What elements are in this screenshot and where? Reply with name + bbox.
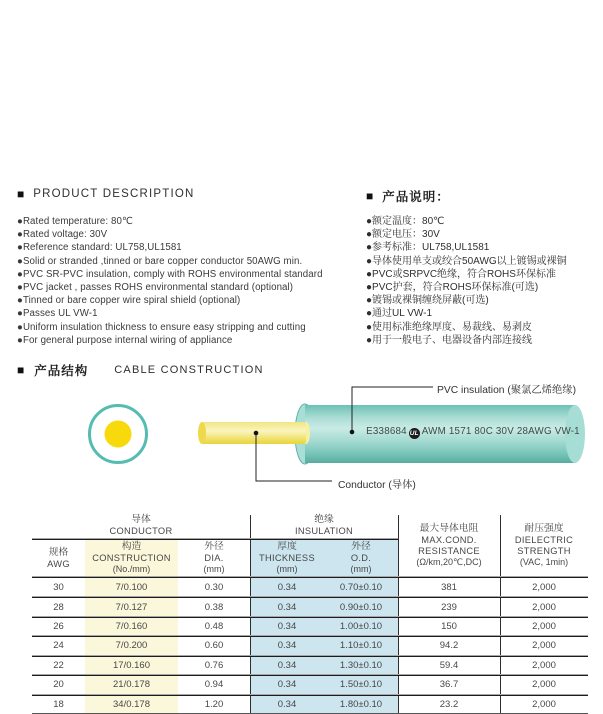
table-row bbox=[32, 675, 588, 694]
table-cell: 2,000 bbox=[532, 582, 556, 594]
cable-construction-title-en: CABLE CONSTRUCTION bbox=[114, 364, 264, 376]
bullet-item: ●Reference standard: UL758,UL1581 bbox=[17, 242, 182, 254]
table-cell: 7/0.160 bbox=[115, 621, 148, 633]
table-cell: 0.60 bbox=[204, 640, 224, 652]
column-label: DIA. bbox=[204, 553, 224, 564]
column-label: RESISTANCE bbox=[418, 546, 480, 556]
table-cell: 22 bbox=[53, 659, 64, 671]
product-description-header-zh bbox=[366, 187, 450, 205]
bullet-item: ●Solid or stranded ,tinned or bare copper conductor 50AWG min. bbox=[17, 255, 303, 267]
table-cell: 59.4 bbox=[439, 659, 459, 671]
table-cell: 1.80±0.10 bbox=[339, 698, 383, 710]
column-unit: (VAC, 1min) bbox=[519, 556, 569, 567]
product-description-list-en bbox=[17, 215, 365, 347]
table-cell: 0.34 bbox=[277, 582, 297, 594]
conductor-label: Conductor (导体) bbox=[338, 480, 416, 491]
column-label: O.D. bbox=[350, 553, 372, 564]
bullet-item: ●Rated temperature: 80℃ bbox=[17, 216, 133, 227]
bullet-item: ●Rated voltage: 30V bbox=[17, 229, 108, 241]
table-header-dielectric bbox=[500, 515, 588, 577]
cable-print-suffix: AWM 1571 80C 30V 28AWG VW-1 bbox=[421, 426, 580, 437]
section-marker-icon: ■ bbox=[17, 363, 25, 377]
table-cell: 0.34 bbox=[277, 621, 297, 633]
table-cell: 0.34 bbox=[277, 601, 297, 613]
bullet-item: ●额定温度：80℃ bbox=[366, 216, 445, 227]
table-cell: 7/0.127 bbox=[115, 601, 148, 613]
table-cell: 0.76 bbox=[204, 659, 224, 671]
table-header-thickness bbox=[250, 540, 324, 577]
bullet-item: ●Passes UL VW-1 bbox=[17, 308, 98, 320]
column-label: THICKNESS bbox=[259, 553, 315, 564]
table-cell: 21/0.178 bbox=[113, 679, 150, 691]
table-cell: 94.2 bbox=[439, 640, 459, 652]
table-cell: 381 bbox=[441, 582, 457, 594]
table-cell: 150 bbox=[441, 621, 457, 633]
table-cell: 28 bbox=[53, 601, 64, 613]
table-cell: 24 bbox=[53, 640, 64, 652]
bullet-item: ●Tinned or bare copper wire spiral shield (optional) bbox=[17, 295, 241, 307]
table-cell: 1.50±0.10 bbox=[339, 679, 383, 691]
bullet-item: ●使用标准绝缘厚度、易裁线、易剥皮 bbox=[366, 321, 533, 333]
cable-construction-title-zh: 产品结构 bbox=[34, 364, 89, 378]
table-cell: 0.38 bbox=[204, 601, 224, 613]
table-header-dia bbox=[178, 540, 250, 577]
table-group-conductor bbox=[32, 513, 250, 539]
ul-mark-icon: UL bbox=[409, 430, 419, 437]
table-row bbox=[32, 578, 588, 597]
table-cell: 2,000 bbox=[532, 601, 556, 613]
table-header-resistance bbox=[398, 515, 500, 577]
table-header-awg bbox=[32, 540, 85, 577]
cable-print-text bbox=[356, 426, 590, 439]
table-cell: 1.10±0.10 bbox=[339, 640, 383, 652]
table-cell: 239 bbox=[441, 601, 457, 613]
insulation-label: PVC insulation (聚氯乙烯绝缘) bbox=[437, 385, 577, 396]
table-cell: 1.30±0.10 bbox=[339, 659, 383, 671]
product-description-header bbox=[17, 188, 195, 200]
section-marker-icon: ■ bbox=[366, 189, 374, 203]
cross-section-conductor-core bbox=[105, 421, 132, 448]
table-cell: 30 bbox=[53, 582, 64, 594]
table-row bbox=[32, 695, 588, 714]
insulation-leader-dot bbox=[350, 430, 355, 435]
table-cell: 7/0.100 bbox=[115, 582, 148, 594]
bullet-item: ●镀锡或裸铜缠绕屏蔽(可选) bbox=[366, 295, 489, 307]
table-header-construction bbox=[85, 540, 178, 577]
table-header-od bbox=[324, 540, 398, 577]
table-cell: 0.34 bbox=[277, 640, 297, 652]
column-label: 构造 bbox=[121, 541, 142, 553]
table-cell: 0.34 bbox=[277, 679, 297, 691]
bullet-item: ●通过UL VW-1 bbox=[366, 308, 433, 320]
cable-conductor-rod bbox=[200, 422, 306, 444]
table-cell: 2,000 bbox=[532, 640, 556, 652]
column-label: CONSTRUCTION bbox=[92, 553, 171, 564]
bullet-item: ●PVC护套，符合ROHS环保标准(可选) bbox=[366, 282, 539, 294]
bullet-item: ●用于一般电子、电器设备内部连接线 bbox=[366, 334, 533, 346]
bullet-item: ●导体使用单支或绞合50AWG以上镀锡或裸铜 bbox=[366, 255, 567, 267]
column-unit: (mm) bbox=[276, 563, 298, 574]
table-body bbox=[32, 578, 588, 714]
column-unit: (mm) bbox=[350, 563, 372, 574]
table-cell: 7/0.200 bbox=[115, 640, 148, 652]
section-marker-icon: ■ bbox=[17, 187, 25, 201]
conductor-leader-dot bbox=[254, 431, 259, 436]
table-cell: 2,000 bbox=[532, 659, 556, 671]
group-label: 绝缘 bbox=[314, 514, 334, 526]
table-cell: 36.7 bbox=[439, 679, 459, 691]
table-cell: 0.48 bbox=[204, 621, 224, 633]
table-cell: 0.90±0.10 bbox=[339, 601, 383, 613]
table-cell: 20 bbox=[53, 679, 64, 691]
table-rule bbox=[32, 538, 398, 540]
table-group-insulation bbox=[250, 513, 398, 539]
table-cell: 1.00±0.10 bbox=[339, 621, 383, 633]
table-row bbox=[32, 597, 588, 616]
group-label: CONDUCTOR bbox=[109, 526, 173, 536]
table-row bbox=[32, 617, 588, 636]
group-label: 导体 bbox=[131, 514, 151, 526]
column-label: AWG bbox=[47, 558, 70, 569]
column-label: MAX.COND. bbox=[421, 535, 477, 546]
table-cell: 26 bbox=[53, 621, 64, 633]
cable-conductor-left-cap bbox=[198, 422, 206, 444]
column-unit: (No./mm) bbox=[112, 563, 151, 574]
column-unit: (Ω/km,20℃,DC) bbox=[416, 556, 482, 567]
table-cell: 0.30 bbox=[204, 582, 224, 594]
product-description-list-zh bbox=[366, 215, 601, 347]
column-label: 外径 bbox=[204, 541, 224, 553]
column-label: 规格 bbox=[48, 546, 69, 558]
table-cell: 34/0.178 bbox=[113, 698, 150, 710]
bullet-item: ●PVC jacket , passes ROHS environmental standard (optional) bbox=[17, 282, 294, 294]
column-label: STRENGTH bbox=[517, 546, 571, 556]
bullet-item: ●Uniform insulation thickness to ensure easy stripping and cutting bbox=[17, 321, 306, 333]
table-cell: 0.34 bbox=[277, 659, 297, 671]
table-cell: 17/0.160 bbox=[113, 659, 150, 671]
bullet-item: ●额定电压：30V bbox=[366, 229, 440, 241]
table-cell: 0.34 bbox=[277, 698, 297, 710]
bullet-item: ●参考标准：UL758,UL1581 bbox=[366, 242, 490, 254]
column-label: 最大导体电阻 bbox=[419, 523, 479, 535]
table-cell: 1.20 bbox=[204, 698, 224, 710]
cable-print-prefix: E338684 bbox=[366, 426, 407, 437]
bullet-item: ●PVC SR-PVC insulation, comply with ROHS environmental standard bbox=[17, 268, 323, 280]
column-label: 厚度 bbox=[277, 541, 297, 553]
table-cell: 2,000 bbox=[532, 621, 556, 633]
table-cell: 23.2 bbox=[439, 698, 459, 710]
table-cell: 2,000 bbox=[532, 698, 556, 710]
column-label: DIELECTRIC bbox=[514, 535, 574, 546]
column-label: 耐压强度 bbox=[524, 523, 564, 535]
table-cell: 0.94 bbox=[204, 679, 224, 691]
spec-table bbox=[32, 513, 588, 714]
table-row bbox=[32, 656, 588, 675]
column-unit: (mm) bbox=[203, 563, 225, 574]
column-label: 外径 bbox=[351, 541, 371, 553]
table-cell: 2,000 bbox=[532, 679, 556, 691]
product-description-title-zh: 产品说明： bbox=[382, 190, 450, 204]
table-row bbox=[32, 636, 588, 655]
bullet-item: ●PVC或SRPVC绝缘，符合ROHS环保标准 bbox=[366, 268, 556, 280]
product-description-title: PRODUCT DESCRIPTION bbox=[33, 188, 195, 200]
bullet-item: ●For general purpose internal wiring of appliance bbox=[17, 334, 233, 346]
group-label: INSULATION bbox=[294, 526, 354, 536]
table-cell: 0.70±0.10 bbox=[339, 582, 383, 594]
table-cell: 18 bbox=[53, 698, 64, 710]
